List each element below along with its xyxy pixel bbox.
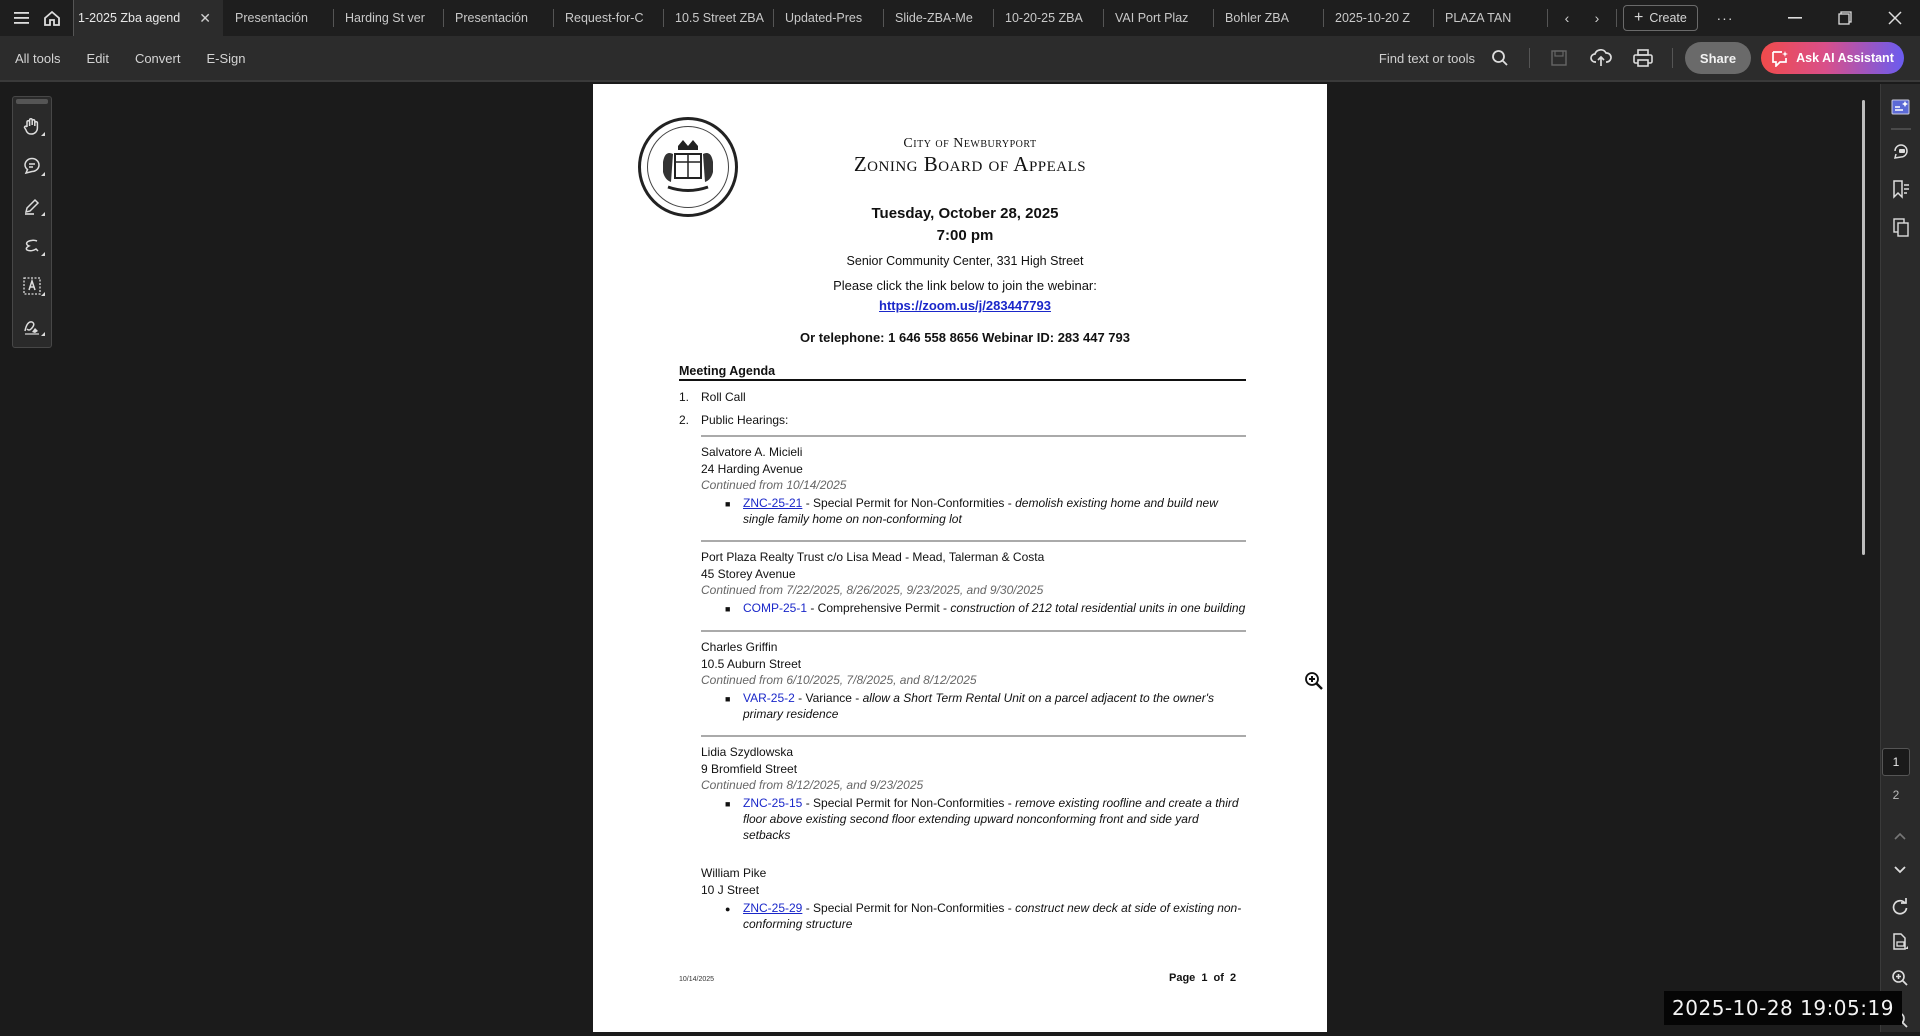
bullet-icon: ■ <box>725 694 731 704</box>
hearing-case-item <box>725 900 1246 932</box>
tab-label: 10-20-25 ZBA <box>1005 11 1083 25</box>
hearing-entry <box>701 630 1246 727</box>
divider <box>1891 128 1911 130</box>
agenda-item <box>679 390 1246 404</box>
main-toolbar <box>0 36 1920 82</box>
case-link[interactable]: VAR-25-2 <box>743 691 795 705</box>
toolbar-right <box>1379 35 1920 81</box>
tab-label: Presentación <box>455 11 528 25</box>
tab-label: PLAZA TAN <box>1445 11 1512 25</box>
case-type: - Variance - <box>794 691 863 705</box>
menu-all-tools[interactable]: All tools <box>15 50 61 66</box>
hearing-applicant: Port Plaza Realty Trust c/o Lisa Mead - Mead, Talerman & Costa <box>701 550 1045 564</box>
agenda-item-label: Public Hearings: <box>701 413 789 427</box>
restore-icon[interactable] <box>1820 0 1870 36</box>
divider <box>1529 48 1530 68</box>
divider <box>1616 9 1617 27</box>
agenda-item <box>679 413 1246 427</box>
hearing-continued: Continued from 10/14/2025 <box>701 478 847 492</box>
tab-label: Bohler ZBA <box>1225 11 1289 25</box>
home-icon[interactable] <box>37 0 67 36</box>
case-description: construct new deck at side of existing non-conforming structure <box>743 901 1242 931</box>
hearing-case-item <box>725 690 1246 722</box>
draw-freeform-icon[interactable] <box>13 226 51 266</box>
hand-tool-icon[interactable] <box>13 106 51 146</box>
case-link[interactable]: ZNC-25-15 <box>743 796 803 810</box>
meeting-date: Tuesday, October 28, 2025 <box>871 205 1059 222</box>
hearing-entry <box>701 435 1246 532</box>
hamburger-menu-icon[interactable] <box>7 0 37 36</box>
tab-label: 10.5 Street ZBA <box>675 11 764 25</box>
meeting-agenda <box>679 364 1246 937</box>
bullet-icon: ■ <box>725 499 731 509</box>
hearing-continued: Continued from 7/22/2025, 8/26/2025, 9/23/2025, and 9/30/2025 <box>701 583 1044 597</box>
menu-convert[interactable]: Convert <box>134 50 181 66</box>
vertical-scrollbar[interactable] <box>1862 100 1865 555</box>
meeting-time: 7:00 pm <box>936 227 994 244</box>
tab-document[interactable] <box>1433 0 1543 36</box>
tab-document[interactable] <box>1103 0 1213 36</box>
agenda-item-label: Roll Call <box>701 390 746 404</box>
window-controls <box>1700 0 1920 36</box>
ai-assistant-icon <box>1771 50 1789 67</box>
footer-date: 10/14/2025 <box>679 976 715 983</box>
bullet-icon: ● <box>725 904 731 914</box>
comments-panel-icon[interactable] <box>1881 132 1920 170</box>
minimize-icon[interactable] <box>1770 0 1820 36</box>
tab-document[interactable] <box>443 0 553 36</box>
document-board-heading: Zoning Board of Appeals <box>853 152 1087 176</box>
agenda-item-number: 2. <box>679 413 690 427</box>
hearing-entry <box>701 858 1246 937</box>
create-label: Create <box>1649 11 1687 25</box>
tab-document[interactable] <box>993 0 1103 36</box>
close-window-icon[interactable] <box>1870 0 1920 36</box>
tab-document[interactable] <box>773 0 883 36</box>
case-link[interactable]: COMP-25-1 <box>743 601 808 615</box>
right-panel-rail <box>1880 84 1920 1032</box>
tab-label: Updated-Pres <box>785 11 863 25</box>
tab-label: Presentación <box>235 11 308 25</box>
tab-document[interactable] <box>663 0 773 36</box>
divider <box>1672 48 1673 68</box>
hearing-case-item <box>725 495 1246 527</box>
comment-tool-icon[interactable] <box>13 146 51 186</box>
hearing-continued: Continued from 8/12/2025, and 9/23/2025 <box>701 778 924 792</box>
footer-page-number: Page 1 of 2 <box>1169 972 1237 984</box>
tab-label: Request-for-C <box>565 11 644 25</box>
case-link[interactable]: ZNC-25-29 <box>743 901 803 915</box>
tab-document[interactable] <box>553 0 663 36</box>
hearing-address: 24 Harding Avenue <box>701 462 803 476</box>
hearing-applicant: Salvatore A. Micieli <box>701 445 803 459</box>
hearing-applicant: Charles Griffin <box>701 640 778 654</box>
case-type: - Special Permit for Non-Conformities - <box>802 496 1016 510</box>
rail-drag-handle[interactable] <box>16 99 48 104</box>
hearing-address: 10.5 Auburn Street <box>701 657 802 671</box>
page-fit-icon[interactable] <box>1880 926 1920 958</box>
menu-e-sign[interactable]: E-Sign <box>206 50 246 66</box>
agenda-item-number: 1. <box>679 390 690 404</box>
agenda-title: Meeting Agenda <box>679 364 1246 381</box>
next-page-icon[interactable] <box>1880 854 1920 886</box>
case-type: - Special Permit for Non-Conformities - <box>802 796 1016 810</box>
webinar-instructions: Please click the link below to join the webinar: <box>833 278 1097 293</box>
case-description: remove existing roofline and create a third floor above existing second floor extending upward nonconforming front and side yard setbacks <box>743 796 1239 842</box>
find-text-or-tools[interactable]: Find text or tools <box>1378 50 1475 66</box>
generative-summary-icon[interactable] <box>1881 88 1920 126</box>
tab-bar <box>0 0 1920 36</box>
telephone-info: Or telephone: 1 646 558 8656 Webinar ID: 283 447 793 <box>800 330 1130 345</box>
previous-page-icon[interactable] <box>1880 820 1920 852</box>
tab-document[interactable] <box>1213 0 1323 36</box>
hearing-case-item <box>725 795 1246 843</box>
zoom-in-cursor-icon <box>1304 671 1324 696</box>
hearing-applicant: William Pike <box>701 866 767 880</box>
hearing-entry <box>701 540 1246 622</box>
bookmarks-panel-icon[interactable] <box>1881 170 1920 208</box>
tab-label: Harding St ver <box>345 11 425 25</box>
hearing-case-item <box>725 600 1246 617</box>
menu-edit[interactable]: Edit <box>86 50 109 66</box>
tab-document[interactable] <box>1323 0 1433 36</box>
case-description: demolish existing home and build new single family home on non-conforming lot <box>743 496 1218 526</box>
hearing-address: 10 J Street <box>701 883 760 897</box>
print-icon[interactable] <box>1626 41 1660 75</box>
current-page-input[interactable]: 1 <box>1882 748 1910 776</box>
tab-label: VAI Port Plaz <box>1115 11 1189 25</box>
hearing-address: 45 Storey Avenue <box>701 567 796 581</box>
tab-label: Slide-ZBA-Me <box>895 11 973 25</box>
ask-ai-assistant-button[interactable] <box>1761 42 1904 74</box>
highlight-pen-icon[interactable] <box>13 186 51 226</box>
case-description: construction of 212 total residential units in one building <box>950 601 1246 615</box>
more-options-icon[interactable]: ··· <box>1716 10 1734 26</box>
tab-document[interactable] <box>883 0 993 36</box>
ask-ai-label: Ask AI Assistant <box>1796 51 1894 65</box>
zoom-in-icon[interactable] <box>1880 962 1920 994</box>
create-button[interactable] <box>1623 5 1698 31</box>
tab-document[interactable] <box>223 0 333 36</box>
pdf-page <box>593 84 1327 1032</box>
bullet-icon: ■ <box>725 604 731 614</box>
case-type: - Comprehensive Permit - <box>807 601 951 615</box>
tab-label: 1-2025 Zba agend <box>78 11 181 25</box>
tab-document[interactable] <box>333 0 443 36</box>
hearing-address: 9 Bromfield Street <box>701 762 798 776</box>
page-thumbnails-icon[interactable] <box>1881 208 1920 246</box>
case-description: allow a Short Term Rental Unit on a parcel adjacent to the owner's primary residence <box>743 691 1214 721</box>
bullet-icon: ■ <box>725 799 731 809</box>
quick-tools-rail <box>12 96 52 348</box>
save-icon[interactable] <box>1542 41 1576 75</box>
document-city-heading: City of Newburyport <box>903 136 1037 151</box>
share-button[interactable]: Share <box>1685 42 1751 74</box>
sign-tool-icon[interactable] <box>13 306 51 346</box>
scroll-tabs-left-icon[interactable]: ‹ <box>1564 10 1570 26</box>
webinar-link[interactable]: https://zoom.us/j/283447793 <box>879 298 1051 313</box>
upload-cloud-icon[interactable] <box>1584 41 1618 75</box>
case-link[interactable]: ZNC-25-21 <box>743 496 803 510</box>
tab-label: 2025-10-20 Z <box>1335 11 1411 25</box>
divider <box>1547 9 1548 27</box>
total-pages: 2 <box>1892 788 1900 802</box>
close-tab-icon[interactable]: ✕ <box>199 9 211 26</box>
hearing-entry <box>701 735 1246 848</box>
tab-active-document[interactable] <box>73 0 223 36</box>
timestamp-overlay: 2025-10-28 19:05:19 <box>1664 991 1902 1025</box>
hearing-applicant: Lidia Szydlowska <box>701 745 794 759</box>
plus-icon: + <box>1634 9 1644 26</box>
meeting-location: Senior Community Center, 331 High Street <box>846 254 1084 268</box>
rotate-icon[interactable] <box>1880 891 1920 923</box>
document-tabs <box>73 0 1543 36</box>
hearing-continued: Continued from 6/10/2025, 7/8/2025, and 8/12/2025 <box>701 673 977 687</box>
text-recognition-icon[interactable] <box>13 266 51 306</box>
case-type: - Special Permit for Non-Conformities - <box>802 901 1016 915</box>
scroll-tabs-right-icon[interactable]: › <box>1594 10 1600 26</box>
search-icon[interactable] <box>1483 41 1517 75</box>
